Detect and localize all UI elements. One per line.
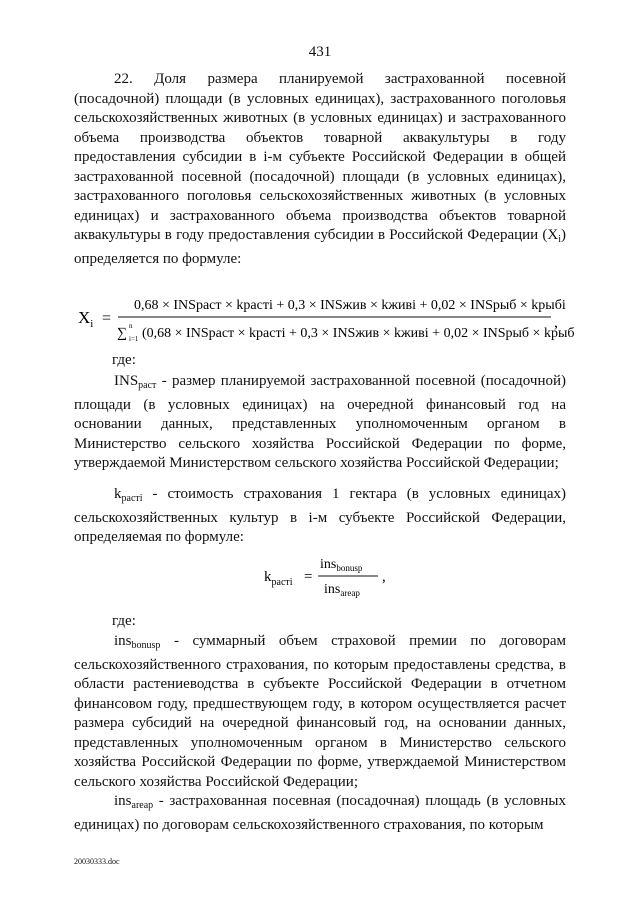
- def-k-rast: [74, 485, 566, 548]
- definition-text: - размер планируемой застрахованной посевной (посадочной) площади (в условных единицах) на очередной финансовый год на основании данных, представленных уполномоченным органом в Министерство сельского хозяйства Российской Федерации по форме, утверждаемой Министерством сельского хозяйства Российской Федерации;: [74, 373, 566, 471]
- symbol: ins: [114, 633, 132, 649]
- paragraph-text: Доля размера планируемой застрахованной посевной (посадочной) площади (в условных единицах), застрахованного поголовья сельскохозяйственных животных (в условных единицах) и застрахованного объема производства объектов товарной аквакультуры в году предоставления субсидии в i-м субъекте Российской Федерации в общей застрахованной посевной (посадочной) площади (в условных единицах), застрахованного поголовья сельскохозяйственных животных (в условных единицах) и застрахованного объема производства объектов товарной аквакультуры в году предоставления субсидии в Российской Федерации (X: [74, 71, 566, 243]
- subscript: растi: [121, 493, 143, 504]
- subscript: i: [558, 234, 561, 245]
- subscript: bonusp: [131, 640, 161, 651]
- symbol: ins: [114, 793, 132, 809]
- formula-comma: ,: [554, 314, 558, 331]
- symbol: k: [114, 486, 122, 502]
- item-number: 22.: [114, 71, 155, 87]
- definition-text: - стоимость страхования 1 гектара (в условных единицах) сельскохозяйственных культур в i-м субъекте Российской Федерации, определяемая по формуле:: [74, 486, 566, 545]
- sum-top: n: [129, 322, 133, 330]
- formula-numerator: 0,68 × INSраст × kрастi + 0,3 × INSжив × kживi + 0,02 × INSрыб × kрыбi: [134, 298, 566, 313]
- paragraph-22: [74, 70, 566, 269]
- def-ins-rast: [74, 372, 566, 474]
- formula-denominator: (0,68 × INSраст × kрастi + 0,3 × INSжив × kживi + 0,02 × INSрыб × kрыбi): [142, 326, 574, 341]
- symbol: INS: [114, 373, 139, 389]
- def-ins-areap: [74, 792, 566, 835]
- sum-bottom: i=1: [129, 335, 139, 343]
- formula-lhs: $X_i$: [78, 308, 94, 330]
- subscript: раст: [138, 380, 157, 391]
- def-ins-bonusp: [74, 632, 566, 792]
- formula-equals: =: [102, 310, 112, 327]
- paragraph-tail: ) определяется по формуле:: [74, 227, 566, 267]
- formula-comma: ,: [382, 569, 386, 585]
- definition-text: - застрахованная посевная (посадочная) площадь (в условных единицах) по договорам сельскохозяйственного страхования, по которым: [74, 793, 566, 833]
- formula-k-rast-svg: [262, 553, 462, 601]
- formula-numerator: ins$_{bonusp}$: [320, 557, 363, 573]
- footer-filename: 20030333.doc: [74, 857, 120, 866]
- formula-x-i-svg: [74, 290, 574, 344]
- page-number: 431: [308, 44, 332, 60]
- subscript: areap: [131, 800, 154, 811]
- formula-lhs: $k_{растi}$: [264, 569, 293, 588]
- formula-k-rast: [262, 553, 462, 601]
- formula-equals: =: [304, 569, 313, 585]
- formula-denominator: ins$_{areap}$: [324, 582, 360, 598]
- formula-x-i: [74, 290, 574, 344]
- where-label: где:: [112, 613, 136, 629]
- definition-text: - суммарный объем страховой премии по договорам сельскохозяйственного страхования, по которым предоставлены средства, в области растениеводства в субъекте Российской Федерации в отчетном финансовом году, предшествующем году, в котором осуществляется расчет размера субсидий на очередной финансовый год, на основании данных, представленных уполномоченным органом в Министерство сельского хозяйства Российской Федерации по форме, утверждаемой Министерством сельского хозяйства Российской Федерации;: [74, 633, 566, 790]
- where-label: где:: [112, 352, 136, 368]
- sum-sign: ∑: [117, 326, 127, 341]
